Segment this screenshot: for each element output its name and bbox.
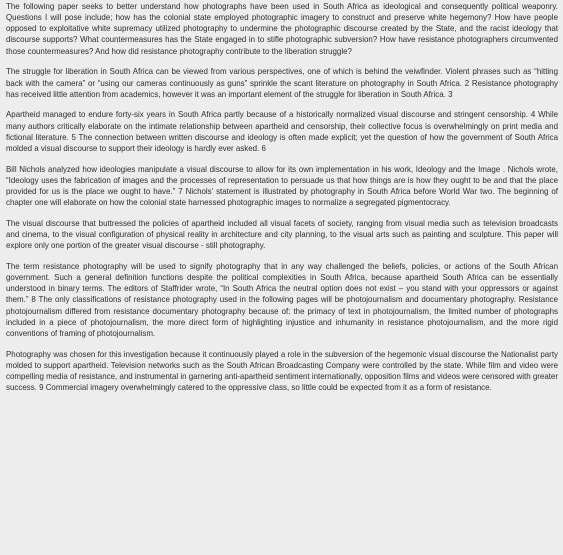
paragraph-introduction: The following paper seeks to better understand how photographs have been used in South Africa as ideological and consequently political weaponry. Questions I will pose include; how has the colonial state employed photographic imagery to construct and preserve white hegemony? How have people opposed to exploitative white supremacy utilized photography to undermine the photographic discourse created by the State, and the racist ideology that discourse supports? What countermeasures has the State engaged in to stifle photographic subversion? How have resistance photographers circumvented those countermeasures? And how did resistance photography contribute to the liberation struggle? bbox=[6, 2, 558, 56]
paragraph-viewfinder: The struggle for liberation in South Africa can be viewed from various perspectives, one of which is behind the veiwfinder. Violent phrases such as “hitting back with the camera” or “using our cameras continuously as guns” sprinkle the scant literature on photography in South Africa. 2 Resistance photography has received little attention from academics, however it was an important element of the struggle for liberation in South Africa. 3 bbox=[6, 67, 558, 99]
document-body bbox=[6, 1, 558, 393]
paragraph-resistance-definition: The term resistance photography will be used to signify photography that in any way challenged the beliefs, policies, or actions of the South African government. Such a general definition functions despite the political complexities in South Africa, because apartheid South Africa can be essentially understood in binary terms. The editors of Staffrider wrote, “In South Africa the neutral option does not exist – you stand with your oppressors or against them.” 8 The only classifications of resistance photography used in the following pages will be photojournalism and documentary photography. Resistance photojournalism differed from resistance documentary photography because of: the primacy of text in photojournalism, the limited number of photographs included in a piece of photojournalism, the more direct form of highlighting injustice and inhumanity in resistance photojournalism, and the more rigid conventions of framing of photojournalism. bbox=[6, 261, 558, 338]
paragraph-visual-discourse: The visual discourse that buttressed the policies of apartheid included all visual facets of society, ranging from visual media such as television broadcasts and cinema, to the visual configuration of physical reality in architecture and city planning, to the visual arts such as painting and sculpture. This paper will explore only one portion of the greater visual discourse - still photography. bbox=[6, 218, 558, 251]
paragraph-nichols: Bill Nichols analyzed how ideologies manipulate a visual discourse to allow for its own implementation in his work, Ideology and the Image . Nichols wrote, “Ideology uses the fabrication of images and the processes of representation to persuade us that how things are is how they ought to be and that the place provided for us is the place we ought to have.” 7 Nichols’ statement is illustrated by photography in South Africa before World War two. The beginning of chapter one will elaborate on how the colonial state harnessed photographic images to normalize a segregated pigmentocracy. bbox=[6, 164, 558, 208]
paragraph-photography-choice: Photography was chosen for this investigation because it continuously played a role in the subversion of the hegemonic visual discourse the Nationalist party molded to support apartheid. Television networks such as the South African Broadcasting Company were controlled by the state. While film and video were compelling media of resistance, and instrumental in garnering anti-apartheid sentiment internationally, opposition films and videos were censored with greater success. 9 Commercial imagery overwhelmingly catered to the oppressive class, so little could be expected from it as a form of resistance. bbox=[6, 349, 558, 393]
paragraph-censorship: Apartheid managed to endure forty-six years in South Africa partly because of a historically normalized visual discourse and stringent censorship. 4 While many authors critically elaborate on the intimate relationship between apartheid and censorship, their collective focus is overwhelmingly on print media and fictional literature. 5 The connection between written discourse and ideology is often made explicit; yet the question of how the government of South Africa molded a visual discourse to support their ideology is hardly ever asked. 6 bbox=[6, 110, 558, 153]
